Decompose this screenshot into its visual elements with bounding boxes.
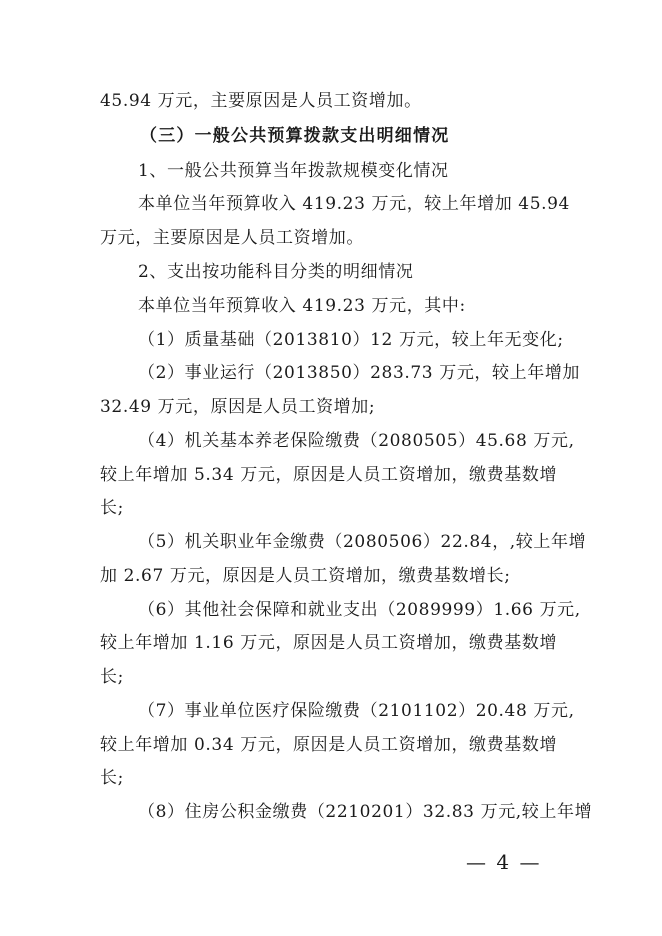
subsection-heading: 1、一般公共预算当年拨款规模变化情况 (138, 161, 449, 181)
text-line: 加 2.67 万元，原因是人员工资增加，缴费基数增长; (100, 566, 511, 586)
list-item: （5）机关职业年金缴费（2080506）22.84，,较上年增 (138, 532, 587, 552)
text-line: 较上年增加 5.34 万元，原因是人员工资增加，缴费基数增 (100, 465, 558, 485)
text-line: 45.94 万元，主要原因是人员工资增加。 (100, 91, 422, 111)
list-item: （1）质量基础（2013810）12 万元，较上年无变化; (138, 330, 564, 350)
list-item: （8）住房公积金缴费（2210201）32.83 万元,较上年增 (138, 802, 593, 822)
section-heading: （三）一般公共预算拨款支出明细情况 (140, 126, 450, 146)
list-item: （6）其他社会保障和就业支出（2089999）1.66 万元, (138, 600, 581, 620)
list-item: （4）机关基本养老保险缴费（2080505）45.68 万元, (138, 431, 575, 451)
text-line: 本单位当年预算收入 419.23 万元，其中: (138, 296, 466, 316)
text-line: 较上年增加 0.34 万元，原因是人员工资增加，缴费基数增 (100, 735, 558, 755)
text-line: 万元，主要原因是人员工资增加。 (100, 228, 364, 248)
page-number: — 4 — (466, 850, 542, 874)
text-line: 32.49 万元，原因是人员工资增加; (100, 397, 376, 417)
text-line: 本单位当年预算收入 419.23 万元，较上年增加 45.94 (138, 194, 570, 214)
subsection-heading: 2、支出按功能科目分类的明细情况 (138, 262, 414, 282)
text-line: 长; (100, 498, 124, 518)
text-line: 长; (100, 768, 124, 788)
text-line: 长; (100, 667, 124, 687)
list-item: （7）事业单位医疗保险缴费（2101102）20.48 万元, (138, 701, 575, 721)
list-item: （2）事业运行（2013850）283.73 万元，较上年增加 (138, 363, 581, 383)
text-line: 较上年增加 1.16 万元，原因是人员工资增加，缴费基数增 (100, 633, 558, 653)
